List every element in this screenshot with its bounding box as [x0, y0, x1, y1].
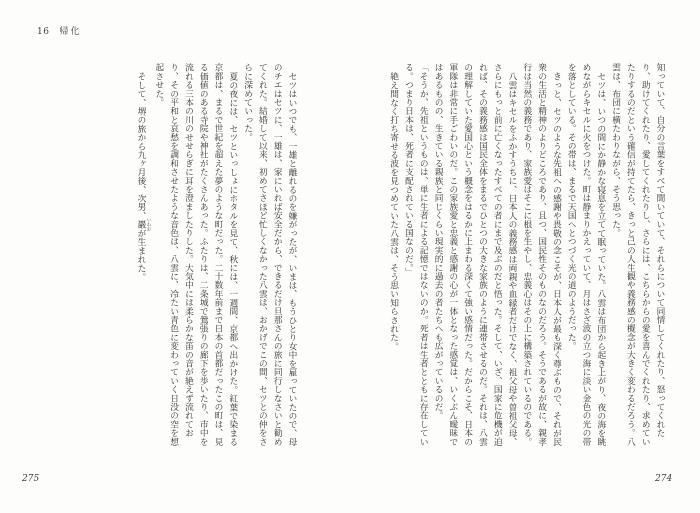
paragraph: 八雲はキセルをふかすうちに、日本人の義務感は両親や血縁者だけでなく、祖父母や曽祖父母、さらにもっと前に亡くなったすべての者にまで及ぶのだと悟った。そして、いざ、国家に危機が迫れば、その義務感は国民全体をまるでひとつの大きな家族のように連帯させるのだ。それは、八雲の理解していた愛国心という概念をはるかに上まわる深くて強い感情だった。だからこそ、日本の軍隊は非常に手ごわいのだ。この家族愛と忠義と感謝の心が一体となった感覚は、いくぶん曖昧ではあるものの、生きている親族と同じくらい現実的に過去の者たちへも広がっているのだ。	[433, 63, 518, 446]
page-number-right: 274	[655, 474, 673, 484]
paragraph: 「そうか、先祖というものは、単に生者による記憶ではないのか。死者は生者とともに存在している。つまり日本は、死者に支配されている国なのだ。」	[403, 63, 429, 446]
ruby-base: 巖	[136, 217, 147, 231]
paragraph: セツは、いつの間にか静かな寝息を立てて眠っていた。八雲は布団から起き上がり、夜の海を眺めながらキセルに火をつけた。町は静まりかえっていて、月はさざ波の立つ海に淡い金色の光の帯を落としている。その帯は、まるで天国へとつづく光の道のようだった。	[566, 63, 606, 446]
paragraph-text: が生まれた。	[136, 228, 147, 281]
paragraph	[133, 63, 151, 446]
chapter-number: 16	[37, 27, 50, 37]
chapter-title: 帰化	[59, 27, 82, 37]
ruby-reading: いわお	[146, 217, 152, 231]
page-number-left: 275	[22, 474, 40, 484]
right-page-text	[386, 63, 667, 446]
running-header	[37, 24, 81, 37]
paragraph: 知っていて、自分の言葉をすべて聞いていて、それらについて同情してくれたり、怒ってくれたり、助けてくれたり、愛してくれたりし、さらには、こちらからの愛を喜んでくれたり、求めていたりするのだという確信が持てたら、きっと己の人生観や義務感の概念が大きく変わるだろう。八雲は、布団に横たわりながら、そう思った。	[610, 63, 665, 446]
paragraph: 絶え間なく打ち寄せる波を見つめていた八雲は、そう思い知らされた。	[388, 71, 399, 351]
paragraph: 夏の夜には、セツといっしょにホタルを見て、秋には、一週間、京都へ出かけた。紅葉で染まる京都は、まるで世紀を超えた夢のような町だった。二十数年前まで日本の首都だったこの町は、見る価値のある寺院や神社がたくさんあった。ふたりは、二条城で鶯張りの廊下を歩いたり、市中を流れる三本の川のせせらぎに耳を澄ましたりした。大気中には柔らかな笛の音が絶えず流れており、その平和と哀愁を調和させたような音色は、八雲に、冷たい青色に変わっていく日没の空を想起させた。	[153, 63, 238, 446]
left-page-text	[133, 63, 299, 446]
paragraph: きっと、セツのような先祖への感謝や畏敬の念こそが、日本人が最も深く尊ぶもので、それが民衆の生活と精神のよりどころであり、且つ、国民性そのものなのだろう。そうであるが故に、親孝行は当然の義務であり、家族愛はそこに根を生やし、忠義心はその上に構築されているのである。	[521, 63, 562, 446]
paragraph-text: そして、堺の旅から九ヶ月後、次男、	[136, 71, 147, 220]
paragraph: セツはいつでも、一雄と離れるのを嫌がったが、いまは、もうひとり女中を雇っていたので、母のチエはセツに、一雄は、家にいれば安全だから、できるだけ旦那さんの旅に同行しなさいと勧めてくれた。結婚して以来、初めてさほど忙しくなかった八雲は、おかげでこの間、セツとの仲をさらに深めていった。	[242, 63, 297, 446]
